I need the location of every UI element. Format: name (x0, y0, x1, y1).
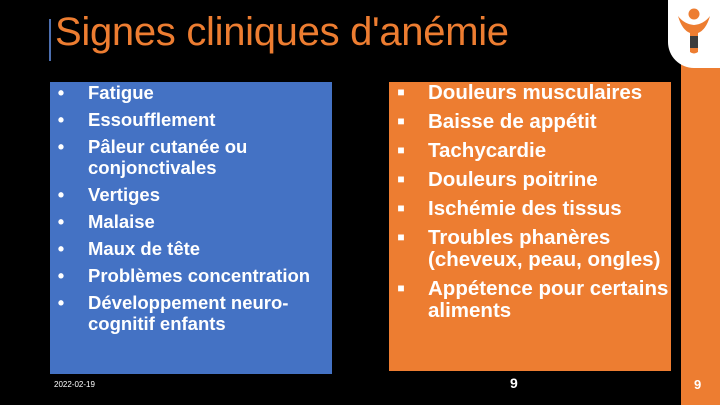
bullet-dot: • (57, 238, 65, 259)
list-item-text: Malaise (88, 211, 155, 232)
list-item-text: Baisse de appétit (428, 110, 597, 133)
bullet-dot: • (57, 82, 65, 103)
list-item-text: Tachycardie (428, 139, 547, 162)
list-item-text: Problèmes concentration (88, 265, 311, 286)
bullet-square: ■ (397, 230, 405, 244)
bullet-square: ■ (397, 85, 405, 99)
logo (668, 0, 720, 68)
list-item (50, 211, 332, 232)
list-item (389, 198, 671, 220)
bullet-square: ■ (397, 143, 405, 157)
title-accent-bar (49, 19, 51, 61)
slide-date: 2022-02-19 (54, 380, 95, 389)
list-item (389, 169, 671, 191)
bullet-dot: • (57, 184, 65, 205)
right-symptom-list (389, 82, 671, 322)
list-item-text: Appétence pour certains aliments (428, 277, 669, 322)
person-raising-arms-logo-icon (668, 0, 720, 68)
bullet-square: ■ (397, 201, 405, 215)
list-item-text: Maux de tête (88, 238, 201, 259)
list-item (50, 292, 332, 334)
list-item-text: Ischémie des tissus (428, 197, 622, 220)
bullet-square: ■ (397, 172, 405, 186)
list-item-text: Essoufflement (88, 109, 216, 130)
slide-title: Signes cliniques d'anémie (55, 10, 509, 54)
list-item-text: Douleurs poitrine (428, 168, 598, 191)
list-item-text: Vertiges (88, 184, 160, 205)
list-item-text: Pâleur cutanée ou conjonctivales (88, 136, 248, 178)
bullet-dot: • (57, 265, 65, 286)
list-item (50, 184, 332, 205)
bullet-square: ■ (397, 281, 405, 295)
list-item-text: Troubles phanères (cheveux, peau, ongles) (428, 226, 661, 271)
left-symptom-list (50, 82, 332, 334)
list-item (50, 136, 332, 178)
list-item (389, 82, 671, 104)
bullet-square: ■ (397, 114, 405, 128)
bullet-dot: • (57, 109, 65, 130)
list-item-text: Développement neuro-cognitif enfants (88, 292, 289, 334)
left-symptoms-box (50, 82, 332, 374)
list-item (50, 82, 332, 103)
list-item (389, 227, 671, 271)
list-item (389, 111, 671, 133)
list-item (50, 109, 332, 130)
list-item (50, 238, 332, 259)
bullet-dot: • (57, 211, 65, 232)
list-item (389, 140, 671, 162)
list-item (50, 265, 332, 286)
right-symptoms-box (389, 82, 671, 371)
page-number: 9 (510, 375, 518, 391)
bullet-dot: • (57, 292, 65, 313)
bullet-dot: • (57, 136, 65, 157)
page-number-corner: 9 (694, 377, 702, 392)
list-item (389, 278, 671, 322)
list-item-text: Fatigue (88, 82, 154, 103)
list-item-text: Douleurs musculaires (428, 81, 643, 104)
